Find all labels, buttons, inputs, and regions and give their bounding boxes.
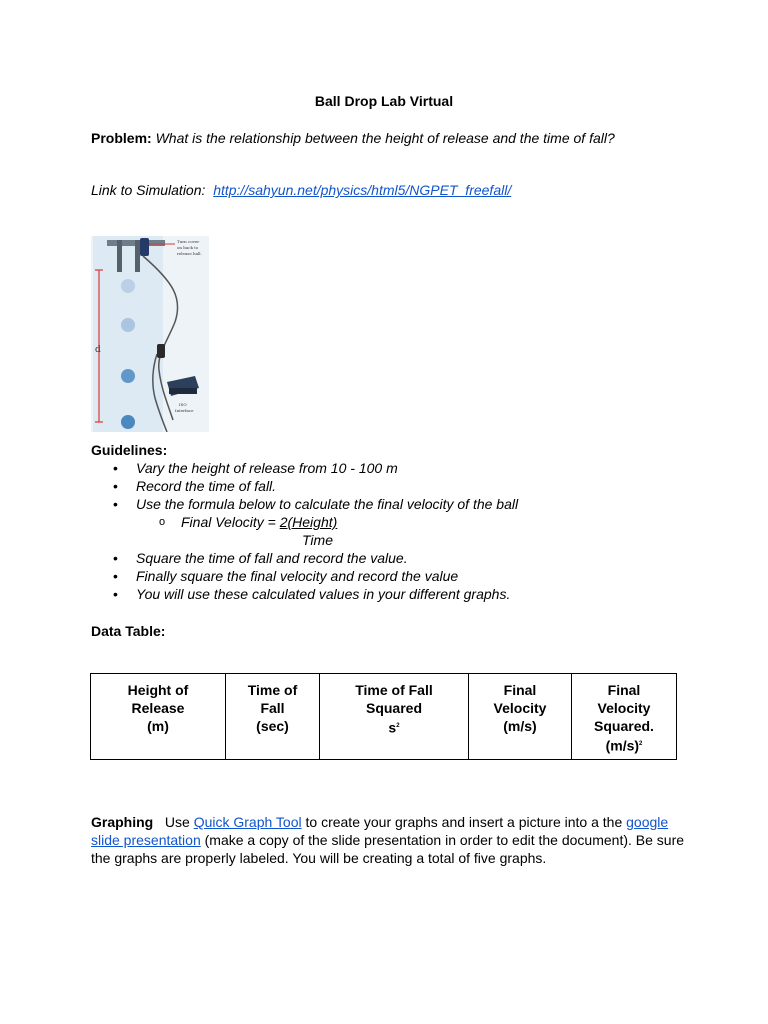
table-header-row bbox=[91, 674, 677, 760]
quick-graph-tool-link[interactable]: Quick Graph Tool bbox=[193, 814, 302, 830]
bullet-icon: • bbox=[113, 478, 118, 494]
header-final-velocity: Final Velocity (m/s) bbox=[469, 674, 572, 760]
data-table-heading: Data Table: bbox=[91, 623, 166, 639]
graphing-paragraph: Graphing Use Quick Graph Tool to create your graphs and insert a picture into a the google slide presentation (make a copy of the slide presentation in order to edit the document). Be sure the graphs are properly labeled. You will be creating a total of five graphs. bbox=[91, 814, 685, 866]
formula-denominator-line bbox=[91, 531, 518, 549]
graphing-label: Graphing bbox=[91, 814, 154, 830]
formula-denominator: Time bbox=[302, 532, 333, 548]
list-item: • Vary the height of release from 10 - 100 m bbox=[113, 460, 398, 476]
guidelines-list bbox=[91, 459, 518, 603]
google-slide-link[interactable]: google slide presentation bbox=[91, 814, 669, 848]
formula-numerator: 2(Height) bbox=[279, 514, 338, 530]
ball-drop-figure bbox=[91, 236, 209, 432]
header-time-of-fall: Time of Fall (sec) bbox=[226, 674, 320, 760]
figure-d-label: d bbox=[95, 345, 101, 355]
bullet-icon: • bbox=[113, 568, 118, 584]
bullet-icon: • bbox=[113, 586, 118, 602]
link-label: Link to Simulation: bbox=[91, 182, 206, 198]
header-time-squared: Time of Fall Squared $s^2$ bbox=[320, 674, 469, 760]
bullet-icon: • bbox=[113, 496, 118, 512]
figure-callout-line-2: on back to bbox=[177, 245, 199, 250]
simulation-link-line bbox=[91, 182, 511, 198]
figure-callout-line-1: Turn cover bbox=[177, 239, 200, 244]
problem-label: Problem: bbox=[91, 130, 152, 146]
bullet-icon: • bbox=[113, 460, 118, 476]
figure-interface-line-2: Interface bbox=[175, 408, 194, 413]
problem-text: What is the relationship between the height of release and the time of fall? bbox=[155, 130, 615, 146]
problem-line bbox=[91, 130, 615, 146]
figure-callout-line-3: release ball. bbox=[177, 251, 202, 256]
circle-bullet-icon: o bbox=[159, 516, 166, 528]
formula-item bbox=[91, 513, 518, 531]
data-table bbox=[90, 673, 677, 760]
figure-interface-line-1: ISO bbox=[179, 402, 187, 407]
simulation-link[interactable]: http://sahyun.net/physics/html5/NGPET_freefall/ bbox=[213, 182, 512, 198]
header-height-of-release: Height of Release (m) bbox=[91, 674, 226, 760]
list-item: • Use the formula below to calculate the final velocity of the ball bbox=[113, 496, 519, 512]
list-item: • You will use these calculated values in your different graphs. bbox=[113, 586, 511, 602]
guidelines-heading: Guidelines: bbox=[91, 442, 168, 458]
formula-prefix: Final Velocity = bbox=[181, 514, 280, 530]
list-item: • Finally square the final velocity and record the value bbox=[113, 568, 459, 584]
header-final-velocity-squared: Final Velocity Squared. $(m/s)^2$ bbox=[572, 674, 677, 760]
bullet-icon: • bbox=[113, 550, 118, 566]
superscript-mark: 2 bbox=[639, 741, 643, 747]
list-item: • Record the time of fall. bbox=[113, 478, 277, 494]
page-title: Ball Drop Lab Virtual bbox=[314, 93, 454, 109]
list-item: • Square the time of fall and record the value. bbox=[113, 550, 408, 566]
